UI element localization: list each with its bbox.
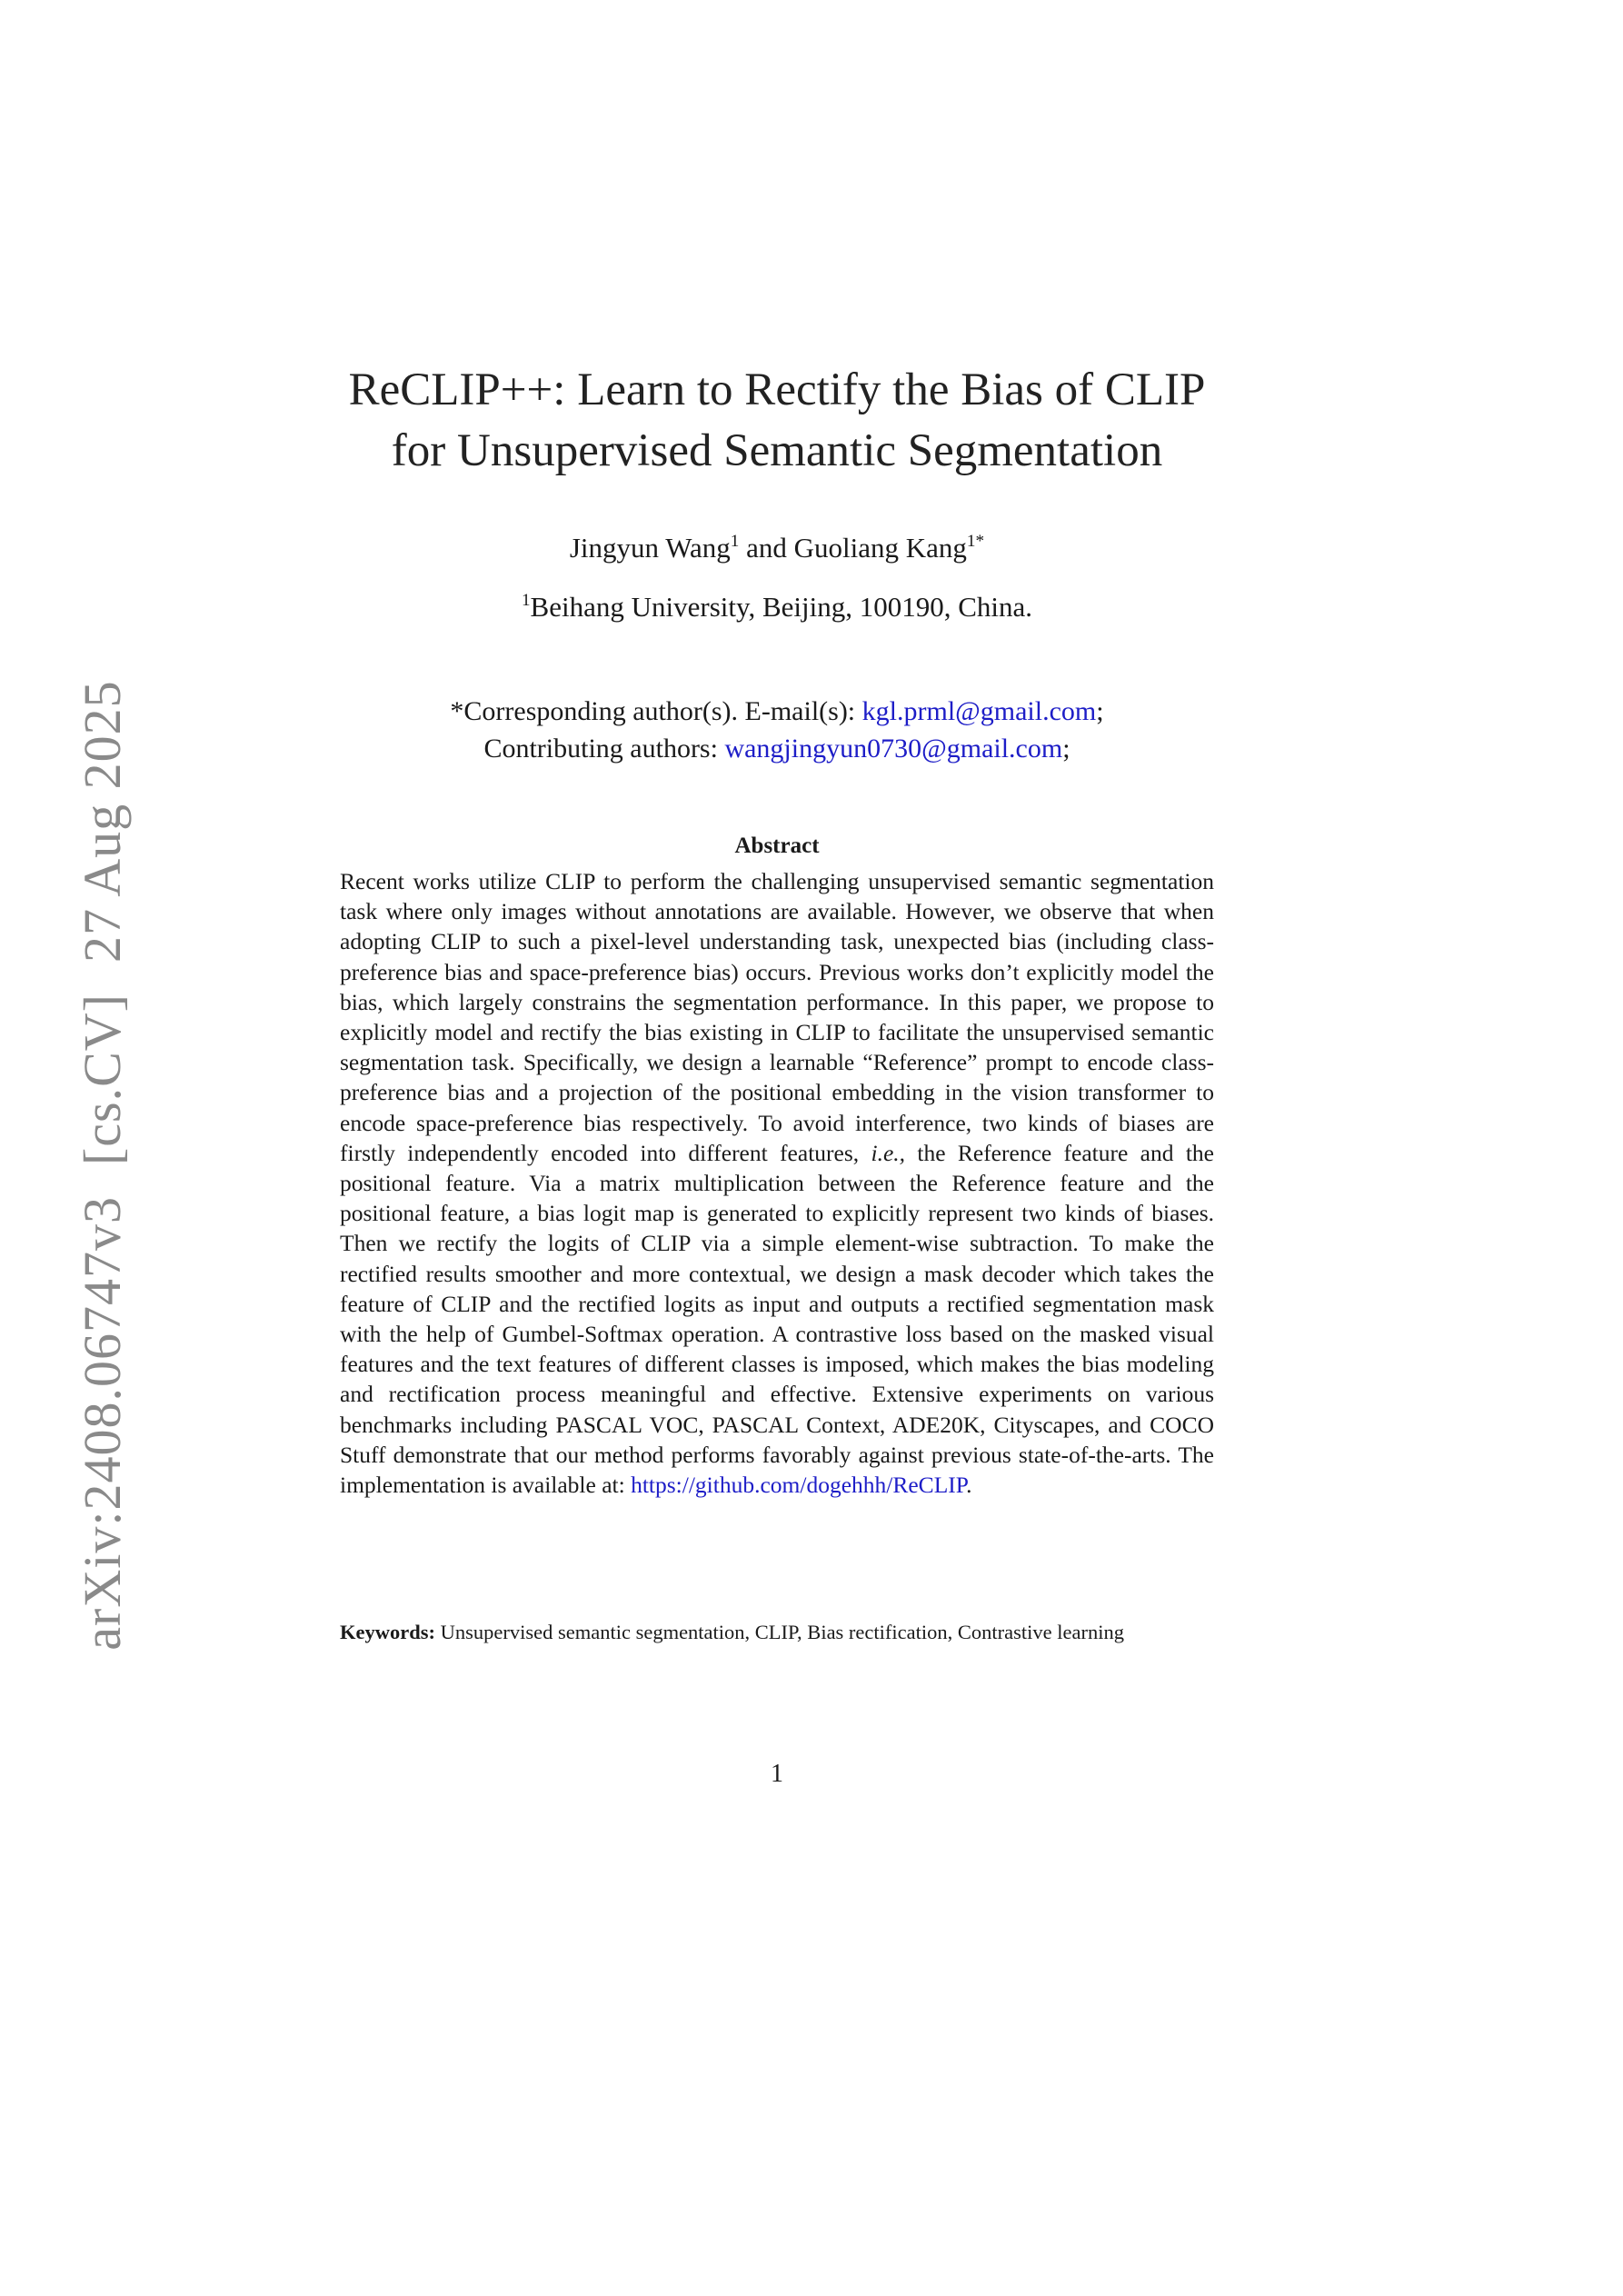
- correspondence-block: [300, 693, 1254, 767]
- code-repo-link[interactable]: https://github.com/dogehhh/ReCLIP: [631, 1472, 967, 1499]
- page-number: 1: [771, 1760, 783, 1788]
- contributing-email-link[interactable]: wangjingyun0730@gmail.com: [724, 734, 1063, 764]
- contributing-line: [300, 730, 1254, 767]
- separator: ;: [1096, 696, 1104, 726]
- abstract-heading: Abstract: [734, 834, 820, 858]
- author-name: Guoliang Kang: [793, 532, 967, 564]
- arxiv-category: [cs.CV]: [73, 993, 132, 1166]
- contributing-label: Contributing authors:: [483, 734, 725, 764]
- keywords: [340, 1619, 1214, 1645]
- author-affil-mark: 1*: [966, 532, 985, 552]
- affiliation-mark: 1: [521, 591, 531, 611]
- paper-title: [300, 360, 1254, 482]
- keywords-text: Unsupervised semantic segmentation, CLIP, Bias rectification, Contrastive learning: [435, 1621, 1124, 1643]
- corresponding-line: [300, 693, 1254, 730]
- corresponding-label: *Corresponding author(s). E-mail(s):: [450, 696, 862, 726]
- abstract-end: .: [966, 1472, 972, 1499]
- arxiv-id[interactable]: arXiv:2408.06747v3: [73, 1196, 132, 1651]
- keywords-label: Keywords:: [340, 1621, 435, 1643]
- author-affil-mark: 1: [730, 532, 740, 552]
- author-list: [300, 532, 1254, 564]
- author-name: Jingyun Wang: [569, 532, 731, 564]
- title-line-2: for Unsupervised Semantic Segmentation: [391, 425, 1163, 476]
- separator: ;: [1062, 734, 1070, 764]
- abstract-part-1: Recent works utilize CLIP to perform the challenging unsupervised semantic segmentation task where only images without annotations are available. However, we observe that when adopting CLIP to such a pixel-level understanding task, unexpected bias (including class-preference bias and space-preference bias) occurs. Previous works don’t explicitly model the bias, which largely constrains the segmentation performance. In this paper, we propose to explicitly model and rectify the bias existing in CLIP to facilitate the unsupervised semantic segmentation task. Specifically, we design a learnable “Reference” prompt to encode class-preference bias and a projection of the positional embedding in the vision transformer to encode space-preference bias respectively. To avoid interference, two kinds of biases are firstly independently encoded into different features,: [340, 868, 1214, 1166]
- author-conjunction: and: [739, 532, 794, 564]
- affiliation: [300, 591, 1254, 624]
- corresponding-email-link[interactable]: kgl.prml@gmail.com: [861, 696, 1097, 726]
- abstract-ie: i.e.,: [871, 1139, 906, 1166]
- abstract-part-2: the Reference feature and the positional feature. Via a matrix multiplication between the Reference feature and the positional feature, a bias logit map is generated to explicitly represent two kinds of biases. Then we rectify the logits of CLIP via a simple element-wise subtraction. To make the rectified results smoother and more contextual, we design a mask decoder which takes the feature of CLIP and the rectified logits as input and outputs a rectified segmentation mask with the help of Gumbel-Softmax operation. A contrastive loss based on the masked visual features and the text features of different classes is imposed, which makes the bias modeling and rectification process meaningful and effective. Extensive experiments on various benchmarks including PASCAL VOC, PASCAL Context, ADE20K, Cityscapes, and COCO Stuff demonstrate that our method performs favorably against previous state-of-the-arts. The implementation is available at:: [340, 1139, 1214, 1499]
- affiliation-text: Beihang University, Beijing, 100190, China.: [530, 591, 1033, 623]
- abstract-text: [340, 866, 1214, 1500]
- arxiv-stamp: [71, 649, 134, 1650]
- arxiv-date: 27 Aug 2025: [73, 680, 132, 963]
- title-line-1: ReCLIP++: Learn to Rectify the Bias of CLIP: [348, 364, 1206, 415]
